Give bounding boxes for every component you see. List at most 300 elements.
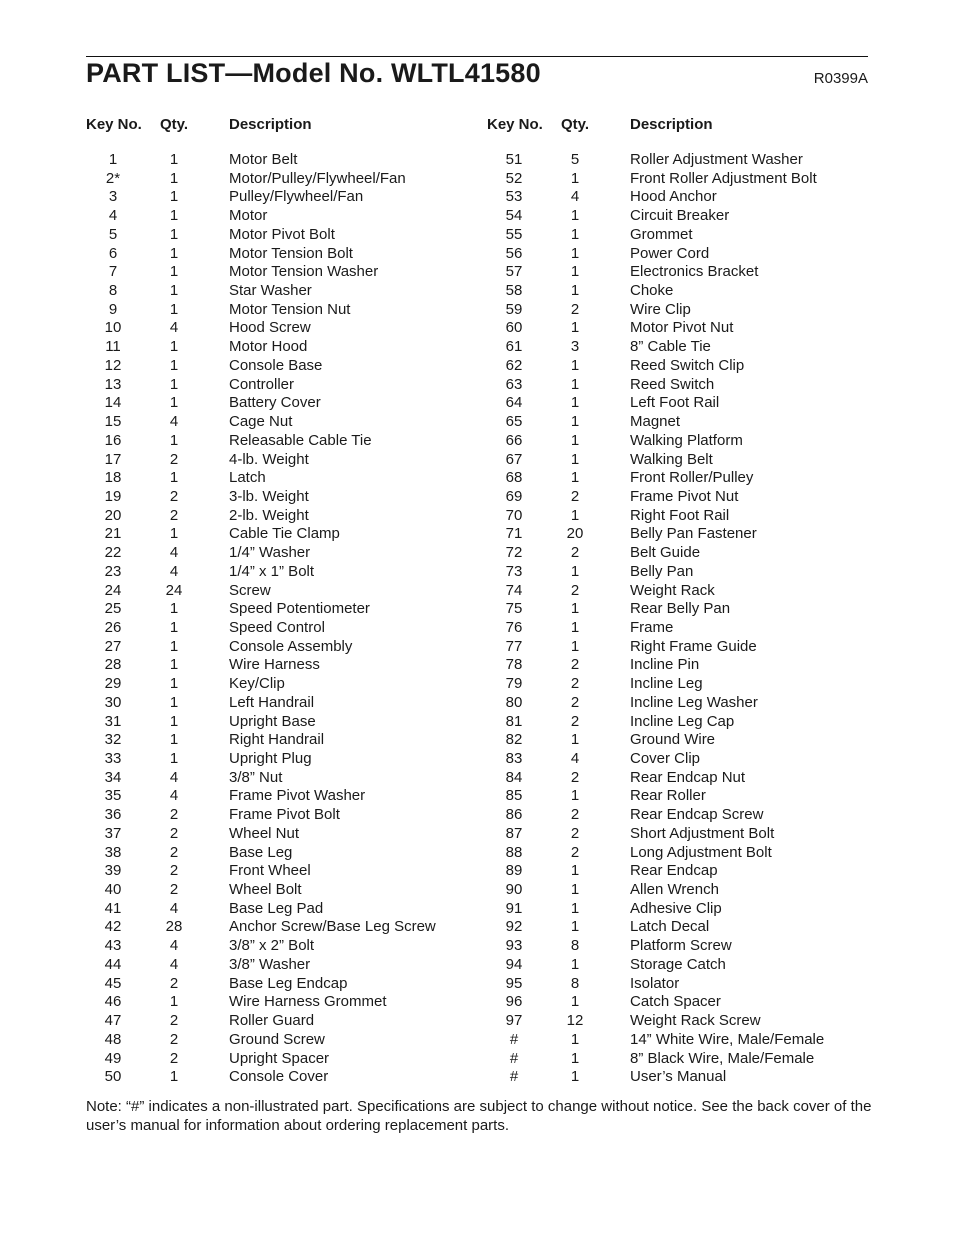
description-cell: Latch Decal [630,918,710,936]
qty-cell: 1 [570,169,580,187]
qty-cell: 1 [169,656,179,674]
description-cell: Motor Pivot Bolt [229,225,335,243]
description-cell: Upright Base [229,712,316,730]
key-no-cell: 57 [505,263,523,281]
page-title: PART LIST—Model No. WLTL41580 [86,58,541,88]
description-cell: Motor Pivot Nut [630,319,734,337]
qty-cell: 2 [570,693,580,711]
qty-cell: 2 [570,300,580,318]
qty-cell: 1 [570,600,580,618]
qty-cell: 5 [570,151,580,168]
qty-cell: 1 [570,899,580,917]
key-no-cell: 96 [505,993,523,1011]
qty-cell: 1 [169,675,179,693]
qty-cell: 2 [570,487,580,505]
qty-cell: 1 [169,356,179,374]
key-no-cell: 93 [505,937,523,955]
description-cell: Motor Hood [229,338,308,356]
key-no-cell: 36 [104,806,122,824]
header-key-no-right: Key No. [487,116,543,133]
qty-cell: 1 [570,225,580,243]
qty-cell: 1 [570,731,580,749]
key-no-cell: 60 [505,319,523,337]
key-no-cell: # [509,1068,519,1086]
footnote: Note: “#” indicates a non-illustrated part. Specifications are subject to change without notice. See the back cover of the user’s manual for information about ordering replacement parts. [86,1098,872,1134]
description-cell: Upright Plug [229,750,312,767]
qty-cell: 4 [169,937,179,955]
description-cell: Left Foot Rail [630,394,720,412]
description-cell: Adhesive Clip [630,899,722,917]
key-no-cell: 39 [104,862,122,880]
key-no-cell: 37 [104,824,122,842]
key-no-cell: 7 [108,263,118,281]
key-no-cell: 24 [104,581,122,599]
key-no-cell: 85 [505,787,523,805]
key-no-cell: 35 [104,787,122,805]
qty-cell: 1 [169,712,179,730]
description-cell: Base Leg [229,843,293,861]
qty-cell: 1 [169,225,179,243]
description-cell: Frame [630,618,674,636]
key-no-cell: 74 [505,581,523,599]
qty-cell: 1 [169,731,179,749]
key-no-cell: 40 [104,881,122,899]
description-cell: Power Cord [630,244,710,262]
description-cell: Electronics Bracket [630,263,759,281]
qty-cell: 28 [165,918,183,936]
qty-cell: 4 [570,750,580,767]
key-no-cell: 83 [505,750,523,767]
description-cell: Roller Adjustment Washer [630,151,803,168]
description-cell: Belly Pan [630,562,694,580]
key-no-cell: 44 [104,955,122,973]
key-no-cell: 31 [104,712,122,730]
qty-cell: 1 [169,263,179,281]
description-cell: Walking Belt [630,450,713,468]
key-no-cell: 71 [505,525,523,543]
description-cell: Right Foot Rail [630,506,730,524]
description-cell: Cover Clip [630,750,701,767]
description-cell: Rear Roller [630,787,706,805]
qty-cell: 1 [169,1068,179,1086]
qty-cell: 4 [169,899,179,917]
description-cell: Reed Switch [630,375,715,393]
description-cell: Wire Clip [630,300,691,318]
key-no-cell: 54 [505,207,523,225]
key-no-cell: 10 [104,319,122,337]
key-no-cell: 53 [505,188,523,206]
key-no-cell: 11 [105,338,121,356]
description-cell: 2-lb. Weight [229,506,309,524]
description-cell: Magnet [630,413,681,431]
description-cell: Key/Clip [229,675,285,693]
description-cell: Belly Pan Fastener [630,525,757,543]
qty-cell: 4 [169,955,179,973]
qty-cell: 1 [570,244,580,262]
description-cell: Releasable Cable Tie [229,431,372,449]
qty-cell: 1 [169,375,179,393]
description-cell: Allen Wrench [630,881,719,899]
qty-cell: 20 [566,525,584,543]
description-cell: 1/4” Washer [229,544,311,562]
qty-cell: 1 [570,375,580,393]
description-cell: Front Wheel [229,862,311,880]
description-cell: Wheel Bolt [229,881,302,899]
description-cell: Short Adjustment Bolt [630,824,775,842]
key-no-cell: 51 [505,151,523,168]
description-cell: Weight Rack Screw [630,1012,761,1030]
description-cell: 14” White Wire, Male/Female [630,1030,825,1048]
qty-cell: 1 [570,1049,580,1067]
qty-cell: 1 [169,300,179,318]
key-no-cell: 9 [108,300,118,318]
key-no-cell: 33 [104,750,122,767]
key-no-cell: 48 [104,1030,122,1048]
key-no-cell: 95 [505,974,523,992]
qty-cell: 1 [570,955,580,973]
qty-cell: 1 [570,413,580,431]
qty-cell: 1 [570,993,580,1011]
qty-cell: 1 [570,637,580,655]
key-no-cell: 25 [104,600,122,618]
description-cell: Console Cover [229,1068,329,1086]
key-no-cell: 15 [104,413,122,431]
qty-cell: 3 [570,338,580,356]
qty-cell: 1 [570,881,580,899]
description-cell: Reed Switch Clip [630,356,745,374]
key-no-cell: 8 [108,282,118,300]
qty-cell: 4 [570,188,580,206]
description-cell: Left Handrail [229,693,315,711]
key-no-cell: 14 [104,394,122,412]
key-no-cell: 19 [104,487,122,505]
description-cell: Choke [630,282,674,300]
key-no-cell: 49 [104,1049,122,1067]
qty-cell: 2 [169,974,179,992]
description-cell: Speed Potentiometer [229,600,370,618]
qty-cell: 2 [570,806,580,824]
description-cell: Wire Harness [229,656,320,674]
description-cell: Long Adjustment Bolt [630,843,772,861]
key-no-cell: 43 [104,937,122,955]
key-no-cell: 62 [505,356,523,374]
qty-cell: 2 [169,881,179,899]
description-cell: 3/8” x 2” Bolt [229,937,315,955]
qty-cell: 2 [169,506,179,524]
key-no-cell: 50 [104,1068,122,1086]
key-no-cell: 13 [104,375,122,393]
key-no-cell: 5 [108,225,118,243]
qty-cell: 1 [169,169,179,187]
qty-cell: 1 [570,282,580,300]
key-no-cell: 87 [505,824,523,842]
key-no-cell: 64 [505,394,523,412]
description-cell: Motor Tension Bolt [229,244,353,262]
description-cell: Console Assembly [229,637,353,655]
key-no-cell: 45 [104,974,122,992]
description-cell: Motor Belt [229,151,298,168]
qty-cell: 2 [169,1049,179,1067]
key-no-cell: 23 [104,562,122,580]
key-no-cell: 78 [505,656,523,674]
key-no-cell: 59 [505,300,523,318]
key-no-cell: 52 [505,169,523,187]
qty-cell: 1 [169,637,179,655]
description-cell: Rear Endcap Screw [630,806,764,824]
qty-cell: 1 [570,562,580,580]
description-cell: Grommet [630,225,693,243]
description-cell: 3/8” Washer [229,955,311,973]
qty-cell: 4 [169,787,179,805]
key-no-cell: 30 [104,693,122,711]
qty-cell: 2 [169,1030,179,1048]
description-cell: Front Roller Adjustment Bolt [630,169,817,187]
key-no-cell: 4 [108,207,118,225]
key-no-cell: 90 [505,881,523,899]
header-description-right: Description [630,116,713,133]
key-no-cell: 55 [505,225,523,243]
description-cell: Motor Tension Nut [229,300,351,318]
qty-cell: 1 [570,862,580,880]
description-cell: Frame Pivot Bolt [229,806,340,824]
description-cell: Star Washer [229,282,312,300]
description-cell: Console Base [229,356,323,374]
key-no-cell: 91 [505,899,523,917]
description-cell: Latch [229,469,266,487]
header-qty-right: Qty. [561,116,590,133]
description-cell: User’s Manual [630,1068,727,1086]
key-no-cell: 18 [104,469,122,487]
key-no-cell: 46 [104,993,122,1011]
description-cell: 3/8” Nut [229,768,283,786]
key-no-cell: 67 [505,450,523,468]
qty-cell: 1 [570,450,580,468]
qty-cell: 8 [570,937,580,955]
key-no-cell: 58 [505,282,523,300]
qty-cell: 1 [169,394,179,412]
key-no-cell: 29 [104,675,122,693]
key-no-cell: 84 [505,768,523,786]
key-no-cell: 70 [505,506,523,524]
description-cell: Base Leg Pad [229,899,324,917]
qty-cell: 2 [169,450,179,468]
key-no-cell: 76 [505,618,523,636]
qty-cell: 1 [570,506,580,524]
qty-cell: 2 [169,1012,179,1030]
qty-cell: 2 [570,544,580,562]
qty-cell: 1 [570,469,580,487]
qty-cell: 4 [169,544,179,562]
description-cell: Incline Pin [630,656,700,674]
key-no-cell: 41 [104,899,122,917]
description-cell: Controller [229,375,295,393]
qty-cell: 1 [169,282,179,300]
qty-cell: 1 [169,151,179,168]
description-cell: Rear Endcap [630,862,718,880]
description-cell: Upright Spacer [229,1049,330,1067]
qty-cell: 1 [169,993,179,1011]
header-key-no-left: Key No. [86,116,142,133]
qty-cell: 1 [169,618,179,636]
qty-cell: 1 [169,188,179,206]
description-cell: 4-lb. Weight [229,450,309,468]
description-cell: Motor Tension Washer [229,263,379,281]
qty-cell: 1 [570,319,580,337]
key-no-cell: 88 [505,843,523,861]
description-cell: Cage Nut [229,413,293,431]
key-no-cell: 69 [505,487,523,505]
description-cell: Motor [229,207,268,225]
document-code: R0399A [813,70,868,87]
qty-cell: 2 [570,675,580,693]
key-no-cell: 63 [505,375,523,393]
key-no-cell: 17 [104,450,122,468]
top-rule [86,56,868,57]
description-cell: Incline Leg Washer [630,693,758,711]
description-cell: Base Leg Endcap [229,974,348,992]
key-no-cell: 80 [505,693,523,711]
description-cell: Roller Guard [229,1012,315,1030]
qty-cell: 1 [169,469,179,487]
qty-cell: 2 [169,862,179,880]
description-cell: 8” Black Wire, Male/Female [630,1049,815,1067]
qty-cell: 1 [169,693,179,711]
qty-cell: 1 [169,750,179,767]
description-cell: Incline Leg [630,675,703,693]
description-cell: Rear Endcap Nut [630,768,746,786]
description-cell: Front Roller/Pulley [630,469,754,487]
qty-cell: 2 [169,806,179,824]
description-cell: Frame Pivot Washer [229,787,366,805]
key-no-cell: 3 [108,188,118,206]
qty-cell: 4 [169,413,179,431]
description-cell: Circuit Breaker [630,207,730,225]
qty-cell: 1 [169,338,179,356]
description-cell: Walking Platform [630,431,743,449]
qty-cell: 1 [570,787,580,805]
key-no-cell: 16 [104,431,122,449]
header-qty-left: Qty. [160,116,189,133]
key-no-cell: 56 [505,244,523,262]
description-cell: Ground Screw [229,1030,325,1048]
qty-cell: 2 [570,824,580,842]
description-cell: Frame Pivot Nut [630,487,739,505]
description-cell: Right Handrail [229,731,325,749]
key-no-cell: 86 [505,806,523,824]
key-no-cell: 92 [505,918,523,936]
key-no-cell: 72 [505,544,523,562]
key-no-cell: 81 [505,712,523,730]
qty-cell: 1 [570,356,580,374]
description-cell: Wire Harness Grommet [229,993,387,1011]
key-no-cell: 27 [104,637,122,655]
key-no-cell: 32 [104,731,122,749]
qty-cell: 1 [570,918,580,936]
qty-cell: 8 [570,974,580,992]
qty-cell: 1 [169,431,179,449]
key-no-cell: # [509,1030,519,1048]
key-no-cell: 6 [108,244,118,262]
description-cell: Right Frame Guide [630,637,757,655]
key-no-cell: 38 [104,843,122,861]
description-cell: Rear Belly Pan [630,600,731,618]
qty-cell: 4 [169,768,179,786]
key-no-cell: 12 [104,356,122,374]
key-no-cell: 73 [505,562,523,580]
key-no-cell: 61 [505,338,523,356]
qty-cell: 2 [169,843,179,861]
header-description-left: Description [229,116,312,133]
qty-cell: 1 [570,1068,580,1086]
qty-cell: 1 [169,207,179,225]
key-no-cell: 47 [104,1012,122,1030]
qty-cell: 1 [570,1030,580,1048]
key-no-cell: 94 [505,955,523,973]
description-cell: 1/4” x 1” Bolt [229,562,315,580]
description-cell: Storage Catch [630,955,726,973]
qty-cell: 1 [570,207,580,225]
key-no-cell: 42 [104,918,122,936]
qty-cell: 2 [570,656,580,674]
description-cell: Battery Cover [229,394,321,412]
key-no-cell: 34 [104,768,122,786]
qty-cell: 1 [570,394,580,412]
description-cell: Cable Tie Clamp [229,525,340,543]
qty-cell: 24 [165,581,183,599]
qty-cell: 1 [570,431,580,449]
description-cell: Screw [229,581,271,599]
qty-cell: 1 [169,600,179,618]
qty-cell: 2 [169,487,179,505]
description-cell: 3-lb. Weight [229,487,309,505]
key-no-cell: 75 [505,600,523,618]
qty-cell: 1 [169,244,179,262]
description-cell: Speed Control [229,618,325,636]
qty-cell: 1 [570,618,580,636]
key-no-cell: 82 [505,731,523,749]
qty-cell: 4 [169,319,179,337]
description-cell: Platform Screw [630,937,732,955]
description-cell: Incline Leg Cap [630,712,735,730]
description-cell: Anchor Screw/Base Leg Screw [229,918,436,936]
key-no-cell: 68 [505,469,523,487]
key-no-cell: 20 [104,506,122,524]
key-no-cell: 2* [105,169,121,187]
key-no-cell: 26 [104,618,122,636]
key-no-cell: 89 [505,862,523,880]
key-no-cell: 66 [505,431,523,449]
qty-cell: 1 [169,525,179,543]
description-cell: Hood Anchor [630,188,717,206]
qty-cell: 4 [169,562,179,580]
key-no-cell: 22 [104,544,122,562]
key-no-cell: # [509,1049,519,1067]
description-cell: Catch Spacer [630,993,721,1011]
qty-cell: 12 [566,1012,584,1030]
description-cell: 8” Cable Tie [630,338,711,356]
description-cell: Belt Guide [630,544,701,562]
description-cell: Isolator [630,974,680,992]
qty-cell: 2 [570,768,580,786]
key-no-cell: 21 [104,525,122,543]
description-cell: Hood Screw [229,319,311,337]
description-cell: Wheel Nut [229,824,300,842]
key-no-cell: 28 [104,656,122,674]
key-no-cell: 79 [505,675,523,693]
description-cell: Motor/Pulley/Flywheel/Fan [229,169,406,187]
key-no-cell: 97 [505,1012,523,1030]
qty-cell: 2 [169,824,179,842]
